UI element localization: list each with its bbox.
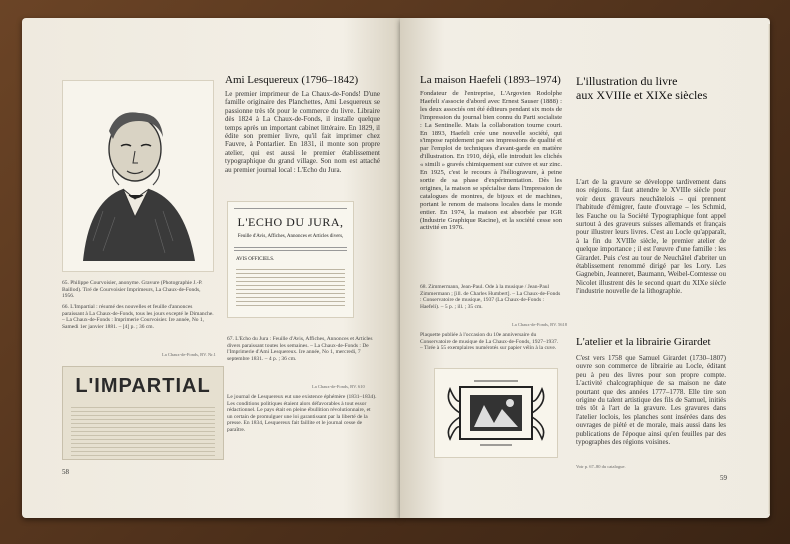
caption-67: 67. L'Echo du Jura : Feuille d'Avis, Affiches, Annonces et Articles divers paraissant toutes les semaines. – La Chaux-de-Fonds : De l'Imprimerie d'Ami Lesquereux. Ire année, No 1, mercredi, 7 septembre 1831. – 4 p. ; 36 cm. — [227, 336, 373, 362]
text-girardet: C'est vers 1758 que Samuel Girardet (1730–1807) ouvre son commerce de librairie au Locle, éditant peu à peu des livres pour son propre compte. L'activité chalcographique de sa maison ne date pourtant que des années 1777–1778. Elle tire son origine du talent artistique des fils de Samuel, initiés très tôt à l'art de la gravure. Les gravures dans l'atelier loclois, les planches sont insérées dans des ouvrages de piété et de morale, mais aussi dans les publications de l'époque ainsi qu'en feuilles par des typographes des régions voisines. — [576, 354, 726, 447]
page-edges — [768, 24, 770, 514]
impartial-masthead: L'IMPARTIAL — [75, 375, 211, 397]
echo-text-columns — [236, 266, 345, 306]
section-heading-line1: L'illustration du livre — [576, 74, 678, 88]
credit-68: La Chaux-de-Fonds, BV. 5618 — [512, 322, 568, 327]
intro-text-lesquereux: Le premier imprimeur de La Chaux-de-Fonds! D'une famille originaire des Planchettes, Ami Lesquereux se passionne très tôt pour le commerce du livre. Libraire dès 1824 à La Chaux-de-Fonds, il installe quelque temps après un important cabinet littéraire. En 1829, il édite son premier livre, qu'il fait imprimer chez Fauvre, à Pontarlier. En 1831, il monte son propre atelier, qui est aussi le premier établissement typographique du grand village. Son nom est attaché au premier journal local : L'Echo du Jura. — [225, 90, 380, 174]
text-haefeli: Fondateur de l'entreprise, L'Argovien Rodolphe Haefeli s'associe d'abord avec Ernest Sauser (1888) : les deux associés ont été éditeurs pendant six mois de l'impression du journal bien connu du Parti socialiste : La Sentinelle. Mais la collaboration tourne court. En 1893, Haefeli crée une nouvelle société, qui s'impose rapidement par ses impressions de qualité et par l'emploi de techniques d'avant-garde en matière d'illustration. En 1910, déjà, elle introduit les clichés « simili » gravés chimiquement sur cuivre et sur zinc. En 1925, c'est le recours à l'héliogravure, à peine sortie de sa phase d'expérimentation. Dès les origines, la maison se spécialise dans l'impression de catalogues de montres, de bijoux et de machines, portant le renom de maisons locales dans le monde entier. En 1974, la maison est absorbée par IGR (Industrie Graphique Racine), et la société cesse son activité en 1976. — [420, 90, 562, 232]
left-page — [22, 18, 400, 518]
echo-section: AVIS OFFICIELS. — [236, 257, 275, 262]
portrait-icon — [73, 91, 203, 261]
section-title-haefeli: La maison Haefeli (1893–1974) — [420, 74, 561, 86]
caption-66: 66. L'Impartial : résumé des nouvelles et feuille d'annonces paraissant à La Chaux-de-Fonds, tous les jours excepté le Dimanche. – La Chaux-de-Fonds : Imprimerie Courvoisier. Ire année, No 1, Samedi 1er janvier 1881. – [4] p. ; 36 cm. — [62, 304, 214, 330]
page-number-right: 59 — [720, 474, 727, 482]
section-heading-illustration — [576, 74, 736, 102]
impartial-text-rows — [71, 404, 215, 456]
caption-65: 65. Philippe Courvoisier, anonyme. Gravure (Photographie J.-P. Baillod). Tiré de Courvoisier Imprimeurs, La Chaux-de-Fonds, 1956. — [62, 280, 203, 300]
credit-66: La Chaux-de-Fonds, BV. Nr.1 — [162, 352, 216, 357]
section-heading-line2: aux XVIIIe et XIXe siècles — [576, 88, 708, 102]
ode-musique-engraving — [434, 368, 558, 458]
open-book — [22, 18, 774, 528]
page-number-left: 58 — [62, 468, 69, 476]
impartial-newspaper — [62, 366, 224, 460]
section-title-lesquereux: Ami Lesquereux (1796–1842) — [225, 74, 359, 86]
echo-du-jura-newspaper — [227, 201, 354, 318]
text-illustration: L'art de la gravure se développe tardivement dans nos régions. Il faut attendre le XVIIIe siècle pour voir deux graveurs neuchâtelois – qui prennent l'habitude d'émigrer, faute d'ouvrage – les Schmid, les Fauche ou la Société Typographique font appel surtout à des graveurs suisses allemands et français pour illustrer leurs livres. C'est au Locle qu'apparaît, à la fin du XVIIIe siècle, le premier atelier de quelque importance ; il est l'œuvre d'une famille : les Girardet. Puis c'est au tour de Neuchâtel d'abriter un établissement renommé dirigé par les Lory. Les Gagnebin, Jeanneret, Baumann, Weibel-Comtesse ou Nicolet illustrent dès le second quart du XIXe siècle l'industrie nouvelle de la lithographie. — [576, 178, 726, 296]
see-also-note: Voir p. 67–80 du catalogue. — [576, 464, 626, 469]
subheading-girardet: L'atelier et la librairie Girardet — [576, 336, 711, 348]
portrait-engraving — [62, 80, 214, 272]
plaquette-text: Plaquette publiée à l'occasion du 10e anniversaire du Conservatoire de musique de La Chaux-de-Fonds, 1927–1937. – Tirée à 55 exemplaires numérotés sur papier vélin à la cuve. — [420, 332, 559, 352]
echo-masthead: L'ECHO DU JURA, — [237, 215, 344, 229]
body-text-lesquereux: Le journal de Lesquereux eut une existence éphémère (1831–1834). Les conditions politiques étaient alors défavorables à tout essor rédactionnel. Le pays était en pleine ébullition révolutionnaire, et un certain de promulguer une loi garantissant par la liberté de la presse. En 1834, Lesquereux fait faillite et le journal cesse de paraître. — [227, 394, 377, 433]
credit-67: La Chaux-de-Fonds, BV. 610 — [312, 384, 365, 389]
caption-68: 68. Zimmermann, Jean-Paul. Ode à la musique / Jean-Paul Zimmermann ; [ill. de Charles Humbert]. – La Chaux-de-Fonds : Conservatoire de musique, 1937 (La Chaux-de-Fonds : Haefeli). – 5 p. ; ill. ; 35 cm. — [420, 284, 561, 310]
ornament-icon — [440, 373, 552, 453]
echo-subtitle: Feuille d'Avis, Affiches, Annonces et Articles divers, — [237, 234, 344, 239]
